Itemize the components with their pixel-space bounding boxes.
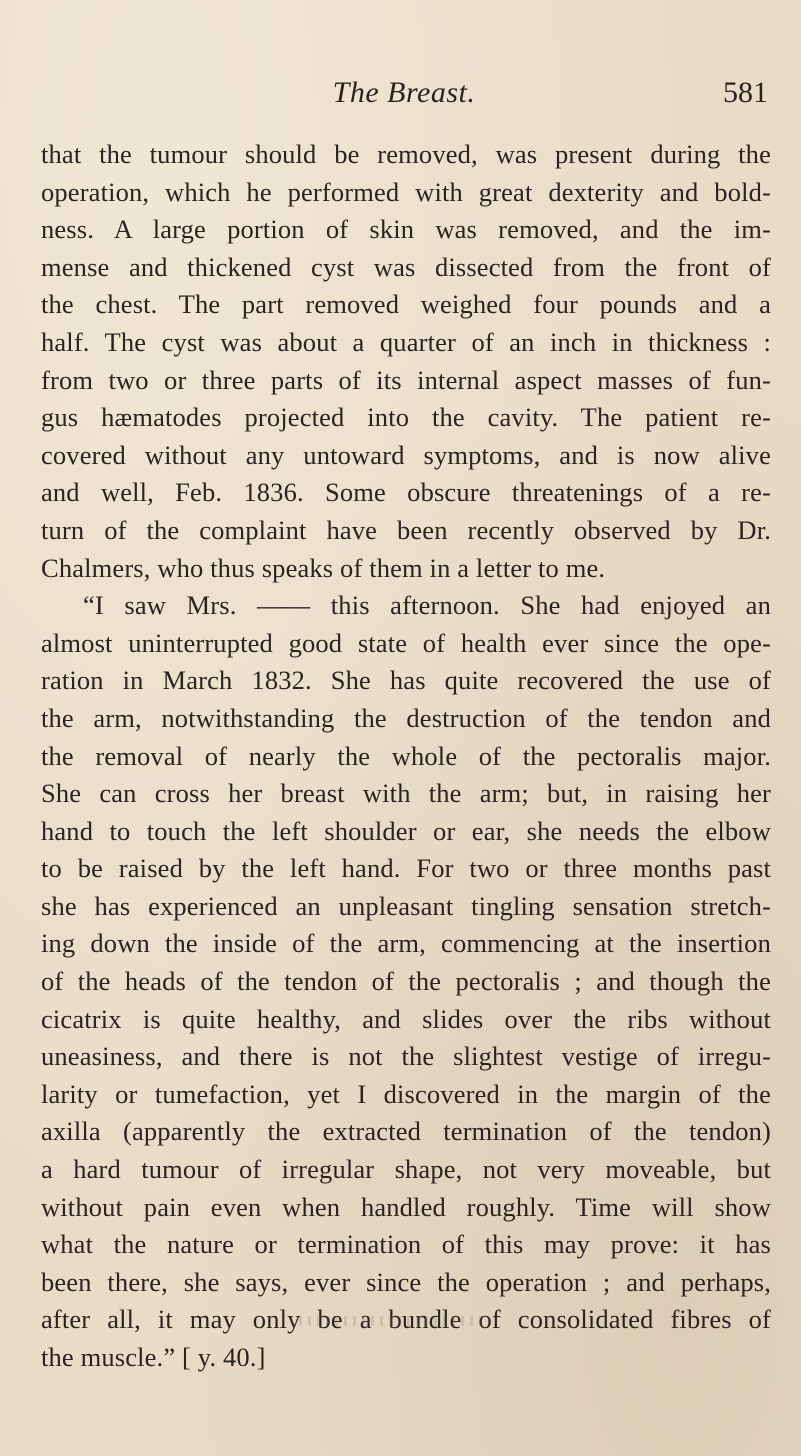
text-line: that the tumour should be removed, was present during the [41,139,771,169]
text-line: covered without any untoward symptoms, and is now alive [41,439,771,470]
quote-line: what the nature or termination of this may prove: it has [41,1229,771,1260]
quote-line: cicatrix is quite healthy, and slides over the ribs without [41,1003,771,1034]
running-head-title: The Breast. [332,76,476,109]
text-line: turn of the complaint have been recently observed by Dr. [41,514,771,545]
show-through-smudge [290,1316,490,1326]
quote-line: without pain even when handled roughly. Time will show [41,1191,771,1222]
quote-line: the muscle.” [ y. 40.] [41,1342,266,1372]
quote-line: larity or tumefaction, yet I discovered in the margin of the [41,1078,771,1109]
text-line: Chalmers, who thus speaks of them in a letter to me. [41,552,606,583]
running-head [40,76,768,120]
quote-line: the arm, notwithstanding the destruction of the tendon and [41,702,771,733]
text-line: operation, which he performed with great dexterity and bold- [41,176,771,207]
text-line: the chest. The part removed weighed four pounds and a [41,289,771,320]
quote-line: “I saw Mrs. —— this afternoon. She had enjoyed an [83,590,771,621]
quote-line: axilla (apparently the extracted termination of the tendon) [41,1116,771,1147]
quote-line: after all, it may only be a bundle of consolidated fibres of [41,1304,771,1335]
quote-line: to be raised by the left hand. For two or three months past [41,853,771,884]
body-text [41,136,771,1377]
quote-line: almost uninterrupted good state of health ever since the ope- [41,627,771,658]
text-line: and well, Feb. 1836. Some obscure threatenings of a re- [41,477,771,508]
quote-line: been there, she says, ever since the operation ; and perhaps, [41,1266,771,1297]
quote-line: hand to touch the left shoulder or ear, she needs the elbow [41,815,771,846]
quote-line: ration in March 1832. She has quite recovered the use of [41,665,771,696]
text-line: gus hæmatodes projected into the cavity. The patient re- [41,402,771,433]
text-line: from two or three parts of its internal aspect masses of fun- [41,364,771,395]
quote-line: She can cross her breast with the arm; but, in raising her [41,778,771,809]
quote-line: uneasiness, and there is not the slightest vestige of irregu- [41,1041,771,1072]
quote-line: ing down the inside of the arm, commencing at the insertion [41,928,771,959]
quote-line: she has experienced an unpleasant tingling sensation stretch- [41,890,771,921]
text-line: ness. A large portion of skin was removed, and the im- [41,214,771,245]
quote-line: the removal of nearly the whole of the pectoralis major. [41,740,771,771]
page-number: 581 [723,76,768,109]
quote-line: of the heads of the tendon of the pectoralis ; and though the [41,966,771,997]
text-line: mense and thickened cyst was dissected from the front of [41,251,771,282]
text-line: half. The cyst was about a quarter of an inch in thickness : [41,326,771,357]
quote-line: a hard tumour of irregular shape, not very moveable, but [41,1154,771,1185]
